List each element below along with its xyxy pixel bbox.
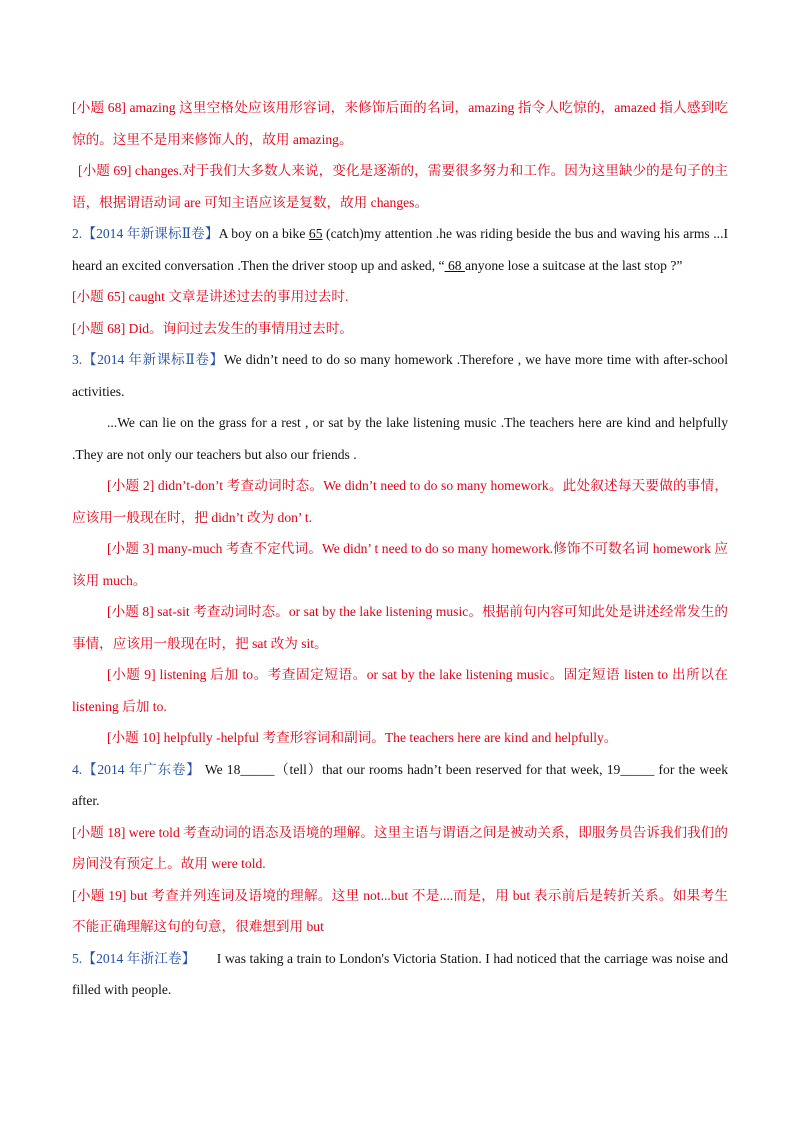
answer-10: [小题 10] helpfully -helpful 考查形容词和副词。The teachers here are kind and helpfully。 [107,730,618,745]
section-4: 4.【2014 年广东卷】 We 18_____（tell）that our rooms hadn’t been reserved for that week, 19_____ for the week after. [72,761,729,808]
answer-68: [小题 68] amazing 这里空格处应该用形容词，来修饰后面的名词，amazing 指令人吃惊的，amazed 指人感到吃惊的。这里不是用来修饰人的，故用 amazing。 [72,100,728,147]
blank-65: 65 [308,226,323,241]
answer-9: [小题 9] listening 后加 to。考查固定短语。or sat by the lake listening music。固定短语 listen to 出所以在 listening 后加 to. [72,667,728,714]
answer-19: [小题 19] but 考查并列连词及语境的理解。这里 not...but 不是....而是，用 but 表示前后是转折关系。如果考生不能正确理解这句的句意，很难想到用 but [72,887,728,934]
section-3-passage: ...We can lie on the grass for a rest , or sat by the lake listening music .The teachers here are kind and helpfully .They are not only our teachers but also our friends . [72,415,728,462]
section-5: 5.【2014 年浙江卷】 I was taking a train to London's Victoria Station. I had noticed that the carriage was noise and filled with people. [72,950,732,997]
blank-68: 68 [444,257,465,273]
answer-8: [小题 8] sat-sit 考查动词时态。or sat by the lake listening music。根据前句内容可知此处是讲述经常发生的事情，应该用一般现在时，把 sat 改为 sit。 [72,604,728,651]
section-2-heading: 2.【2014 年新课标Ⅱ卷】 [72,226,219,241]
document-page [72,92,732,1006]
section-4-heading: 4.【2014 年广东卷】 [72,761,201,777]
answer-65: [小题 65] caught 文章是讲述过去的事用过去时. [72,289,349,304]
answer-69: [小题 69] changes.对于我们大多数人来说，变化是逐渐的，需要很多努力和工作。因为这里缺少的是句子的主语，根据谓语动词 are 可知主语应该是复数，故用 changes。 [72,163,728,210]
answer-3: [小题 3] many-much 考查不定代词。We didn’ t need to do so many homework.修饰不可数名词 homework 应该用 much。 [72,541,728,588]
answer-68-did: [小题 68] Did。询问过去发生的事情用过去时。 [72,320,353,336]
answer-18: [小题 18] were told 考查动词的语态及语境的理解。这里主语与谓语之间是被动关系，即服务员告诉我们我们的房间没有预定上。故用 were told. [72,824,728,871]
section-3-heading: 3.【2014 年新课标Ⅱ卷】 [72,352,224,367]
section-5-heading: 5.【2014 年浙江卷】 [72,950,196,966]
section-2: 2.【2014 年新课标Ⅱ卷】A boy on a bike 65 (catch)my attention .he was riding beside the bus and waving his arms ...I heard an excited conversation .Then the driver stoop up and asked, “ 68 anyone lose a suitcase at the last stop ?” [72,226,728,273]
answer-2: [小题 2] didn’t-don’t 考查动词时态。We didn’t need to do so many homework。此处叙述每天要做的事情，应该用一般现在时，把 didn’t 改为 don’ t. [72,478,728,525]
section-3: 3.【2014 年新课标Ⅱ卷】We didn’t need to do so many homework .Therefore , we have more time with after-school activities. [72,352,728,399]
